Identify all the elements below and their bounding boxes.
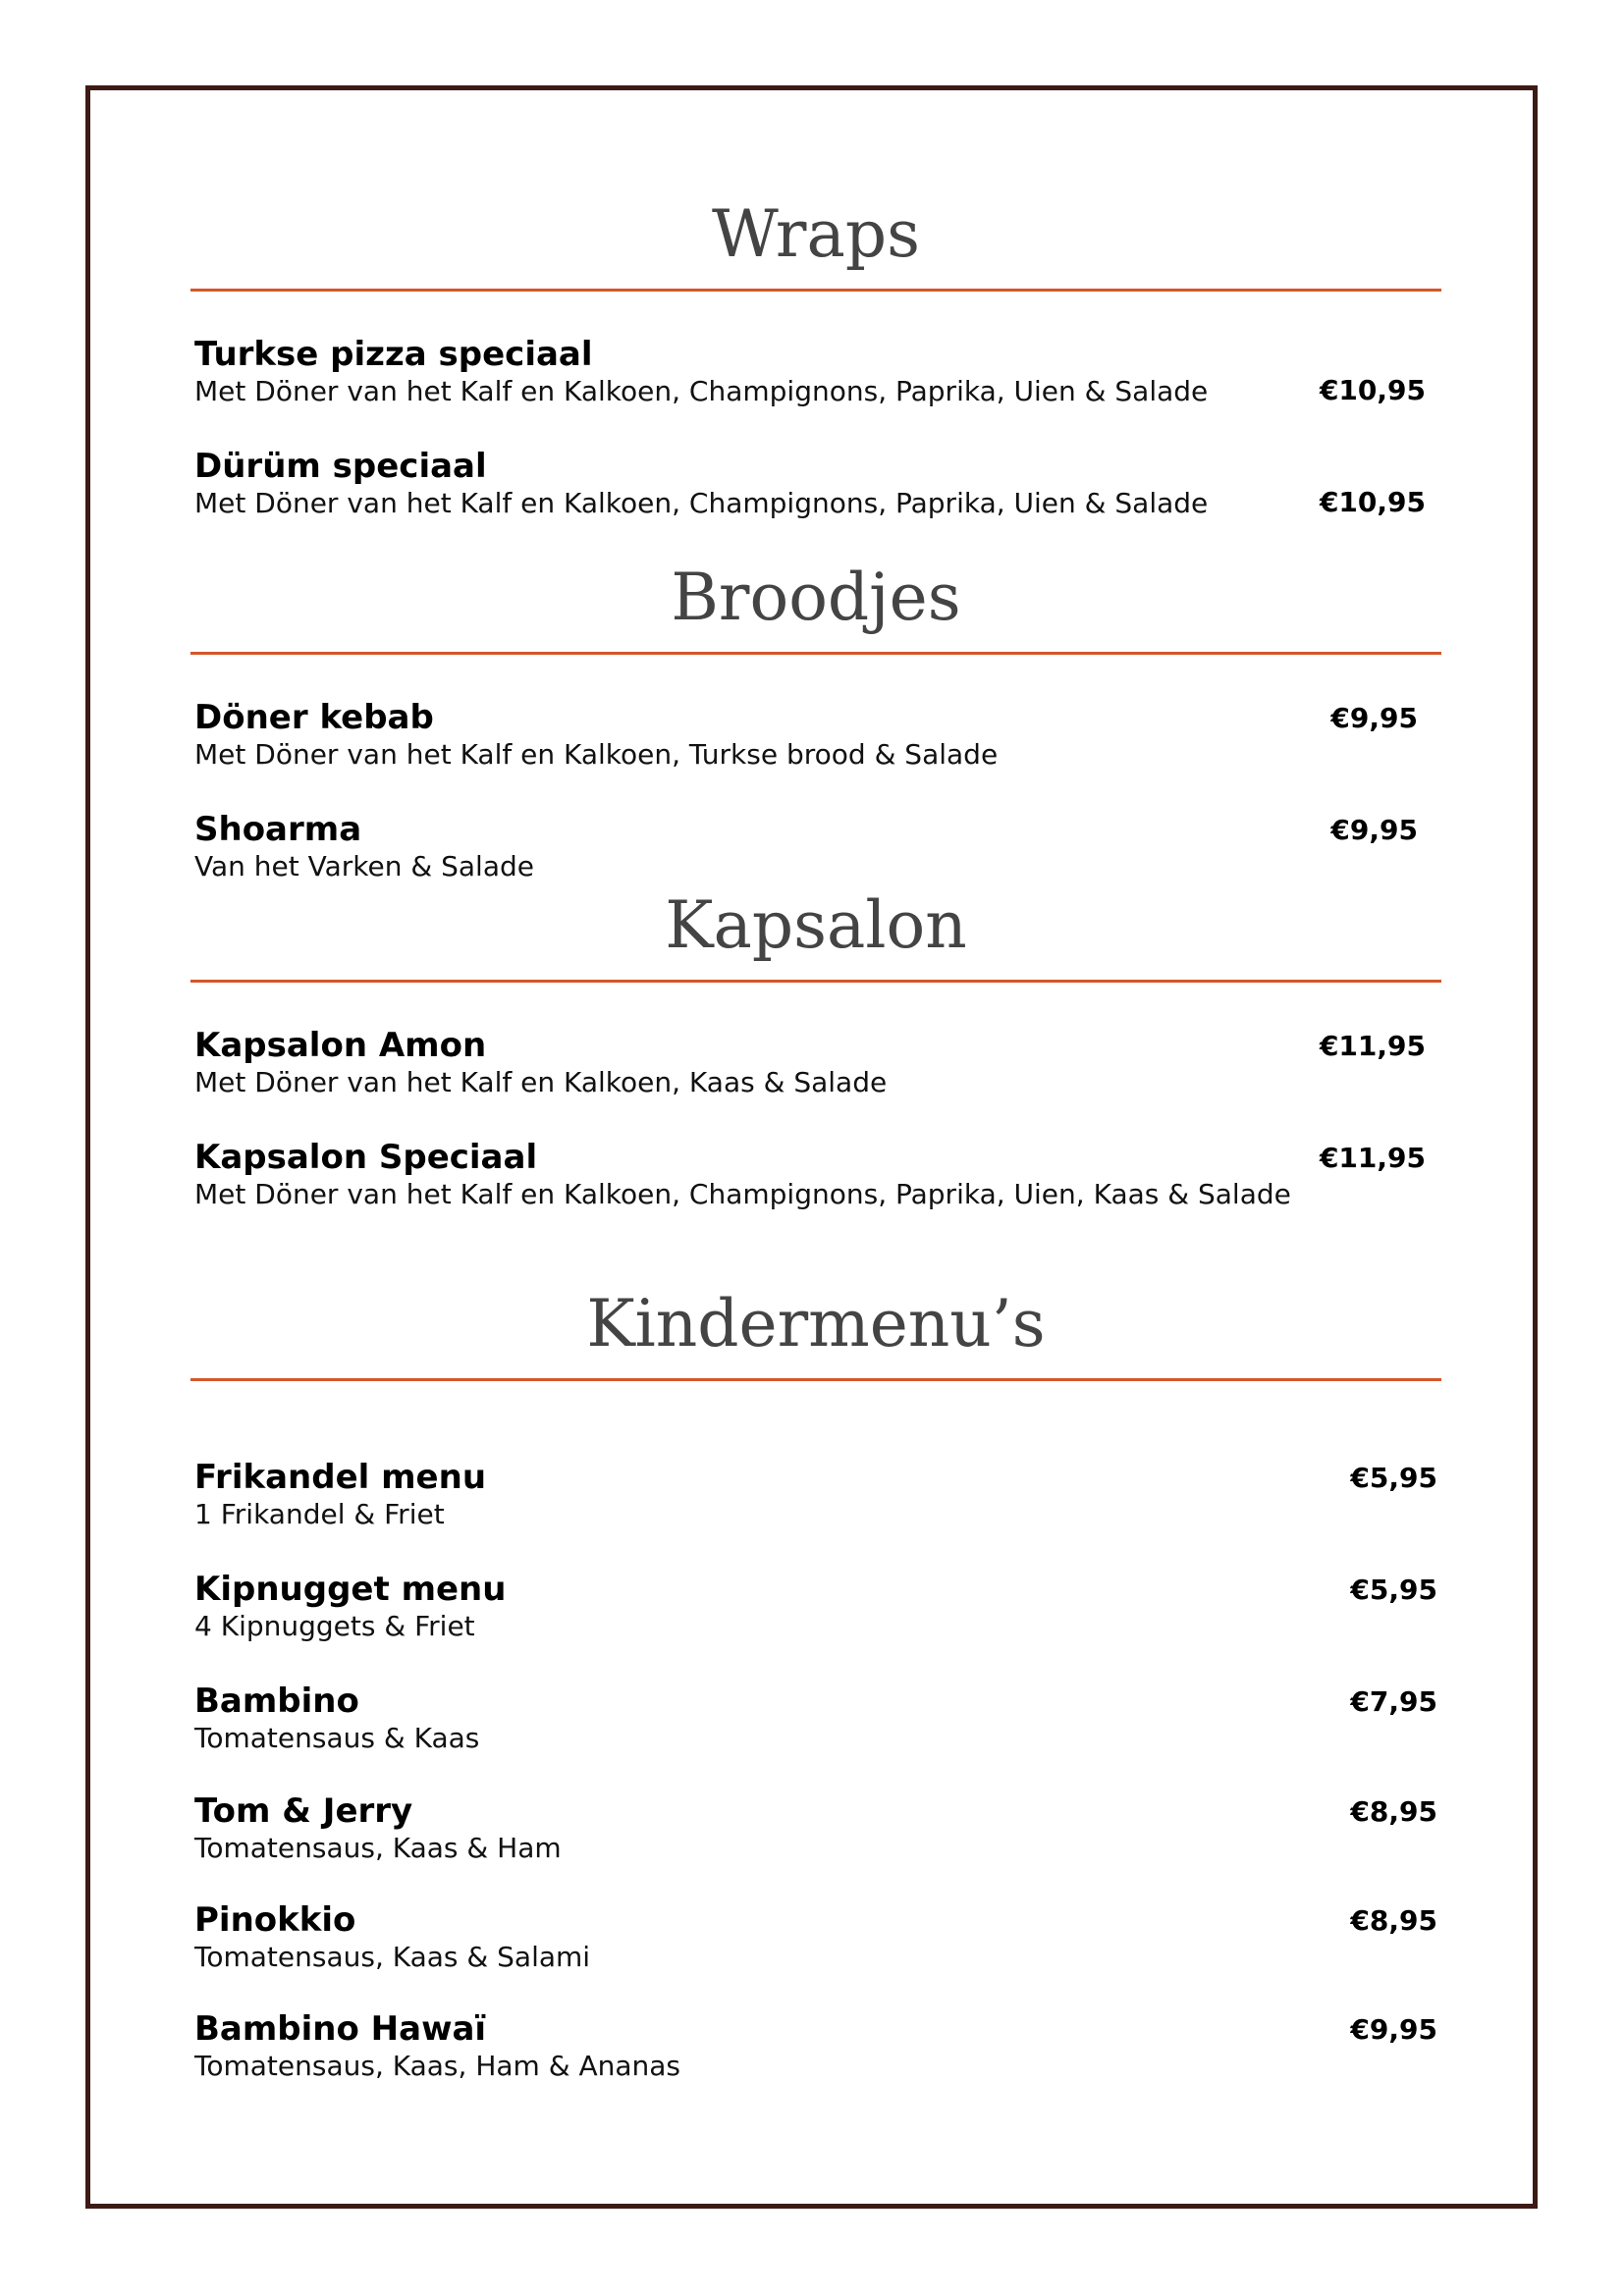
- menu-item-kipnugget-menu: [190, 1570, 1441, 1651]
- item-price: €8,95: [1350, 1795, 1437, 1828]
- section-title-kindermenus: Kindermenu’s: [586, 1286, 1046, 1362]
- item-price: €10,95: [1319, 374, 1426, 406]
- item-description: 4 Kipnuggets & Friet: [194, 1610, 475, 1642]
- item-price: €7,95: [1350, 1685, 1437, 1718]
- item-price: €9,95: [1330, 814, 1418, 846]
- item-price: €9,95: [1350, 2013, 1437, 2046]
- menu-item-durum-speciaal: [190, 447, 1441, 528]
- menu-item-pinokkio: [190, 1900, 1441, 1982]
- menu-item-shoarma: [190, 810, 1441, 891]
- item-name: Tom & Jerry: [194, 1791, 413, 1831]
- item-description: Tomatensaus, Kaas & Ham: [194, 1832, 562, 1864]
- item-name: Shoarma: [194, 810, 362, 849]
- item-name: Turkse pizza speciaal: [194, 335, 593, 374]
- item-description: Tomatensaus, Kaas, Ham & Ananas: [194, 2050, 680, 2082]
- item-name: Kapsalon Amon: [194, 1026, 487, 1065]
- item-description: Van het Varken & Salade: [194, 850, 534, 882]
- item-name: Döner kebab: [194, 698, 434, 737]
- item-name: Kapsalon Speciaal: [194, 1138, 538, 1177]
- menu-item-kapsalon-speciaal: [190, 1138, 1441, 1219]
- item-name: Bambino: [194, 1682, 359, 1721]
- menu-item-bambino-hawai: [190, 2009, 1441, 2091]
- menu-item-frikandel-menu: [190, 1458, 1441, 1539]
- section-title-wraps: Wraps: [712, 196, 920, 272]
- item-name: Dürüm speciaal: [194, 447, 487, 486]
- section-title-kapsalon: Kapsalon: [665, 887, 967, 963]
- section-divider-kapsalon: [190, 980, 1441, 983]
- item-price: €11,95: [1319, 1030, 1426, 1062]
- item-description: 1 Frikandel & Friet: [194, 1498, 445, 1530]
- item-name: Bambino Hawaï: [194, 2009, 487, 2049]
- item-price: €11,95: [1319, 1142, 1426, 1174]
- section-divider-broodjes: [190, 652, 1441, 655]
- item-description: Tomatensaus, Kaas & Salami: [194, 1941, 591, 1973]
- item-name: Pinokkio: [194, 1900, 356, 1940]
- menu-item-bambino: [190, 1684, 1441, 1763]
- item-description: Met Döner van het Kalf en Kalkoen, Champignons, Paprika, Uien & Salade: [194, 375, 1209, 407]
- item-description: Tomatensaus & Kaas: [194, 1722, 480, 1754]
- section-title-broodjes: Broodjes: [671, 560, 961, 635]
- section-divider-wraps: [190, 289, 1441, 292]
- item-description: Met Döner van het Kalf en Kalkoen, Kaas & Salade: [194, 1066, 888, 1098]
- item-description: Met Döner van het Kalf en Kalkoen, Champignons, Paprika, Uien, Kaas & Salade: [194, 1178, 1291, 1210]
- item-price: €9,95: [1330, 702, 1418, 734]
- item-name: Kipnugget menu: [194, 1570, 507, 1609]
- item-name: Frikandel menu: [194, 1458, 487, 1497]
- item-price: €8,95: [1350, 1904, 1437, 1937]
- item-price: €5,95: [1350, 1462, 1437, 1494]
- section-divider-kindermenus: [190, 1378, 1441, 1381]
- menu-item-turkse-pizza-speciaal: [190, 335, 1441, 416]
- menu-item-kapsalon-amon: [190, 1026, 1441, 1107]
- item-description: Met Döner van het Kalf en Kalkoen, Champignons, Paprika, Uien & Salade: [194, 487, 1209, 519]
- item-description: Met Döner van het Kalf en Kalkoen, Turkse brood & Salade: [194, 738, 999, 771]
- menu-item-doner-kebab: [190, 698, 1441, 779]
- menu-item-tom-and-jerry: [190, 1791, 1441, 1873]
- item-price: €5,95: [1350, 1574, 1437, 1606]
- item-price: €10,95: [1319, 486, 1426, 518]
